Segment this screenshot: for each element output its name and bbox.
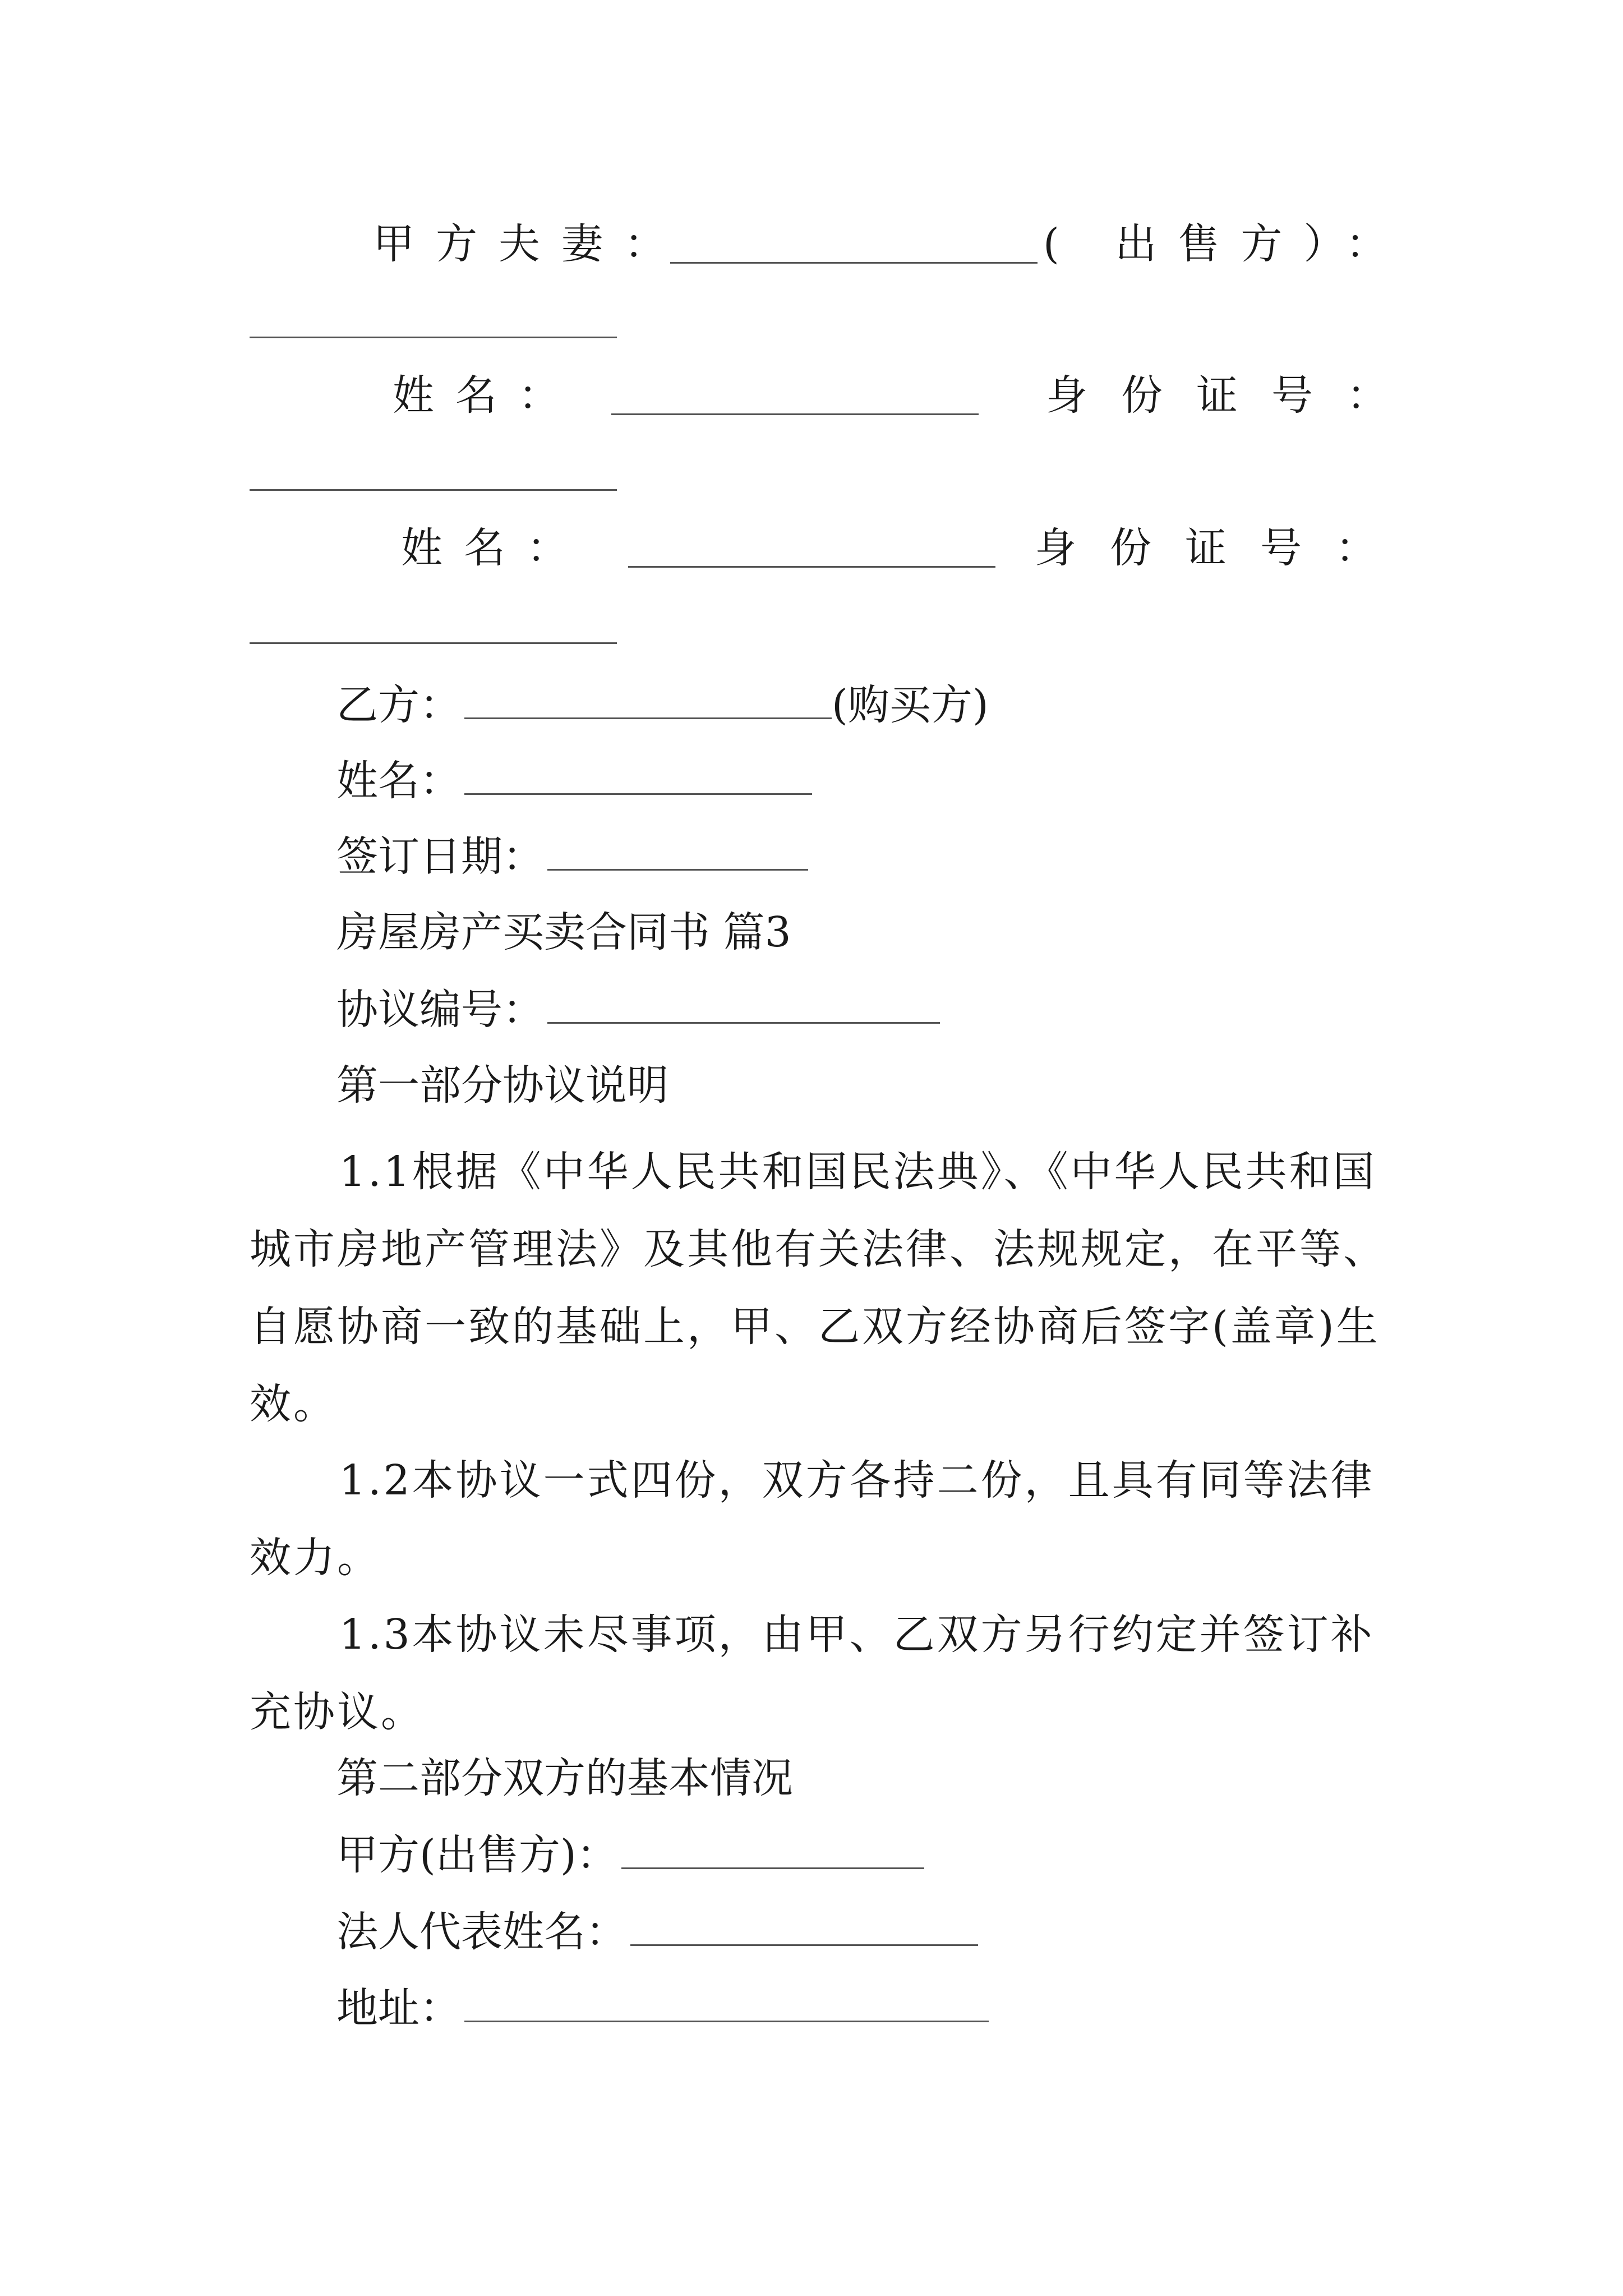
party-a-couple-label: 甲方夫妻： — [373, 220, 687, 268]
seller-paren-text: ( 出售方）： — [1043, 220, 1409, 268]
paragraph-1-1: 1.1根据《中华人民共和国民法典》、《中华人民共和国城市房地产管理法》及其他有关法律、法规规定，在平等、自愿协商一致的基础上，甲、乙双方经协商后签字(盖章)生效。 — [250, 1148, 1387, 1428]
id-label-1: 身份证号： — [1046, 371, 1422, 420]
party-b-name-line — [336, 752, 812, 809]
party-a-couple-blank — [670, 262, 1038, 264]
paragraph-1-3: 1.3本协议未尽事项，由甲、乙双方另行约定并签订补充协议。 — [250, 1611, 1375, 1736]
seller-label: 甲方(出售方)： — [336, 1831, 618, 1879]
section-title-line — [336, 904, 791, 960]
party-b-name-label: 姓名： — [336, 757, 461, 805]
seller-blank — [621, 1826, 924, 1869]
part1-title: 第一部分协议说明 — [336, 1061, 668, 1110]
name-line-1 — [393, 367, 581, 424]
agreement-no-line — [336, 981, 940, 1038]
party-b-name-blank — [464, 752, 812, 795]
legal-rep-line — [336, 1903, 978, 1960]
party-a-couple-blank-cont — [250, 337, 617, 338]
name-label-2: 姓名： — [401, 524, 589, 572]
part2-title: 第二部分双方的基本情况 — [336, 1754, 793, 1802]
id-blank-1 — [250, 489, 617, 491]
party-b-label: 乙方： — [336, 681, 461, 729]
id-line-1 — [1046, 367, 1422, 424]
address-blank — [464, 1979, 989, 2022]
id-blank-2 — [250, 642, 617, 644]
name-label-1: 姓名： — [393, 371, 581, 420]
paragraph-1-2: 1.2本协议一式四份，双方各持二份，且具有同等法律效力。 — [250, 1456, 1375, 1582]
section-title: 房屋房产买卖合同书 篇3 — [336, 908, 791, 956]
agreement-no-label: 协议编号： — [336, 986, 544, 1034]
name-blank-2 — [628, 566, 995, 568]
name-blank-1 — [611, 413, 979, 415]
id-line-2 — [1035, 520, 1410, 576]
legal-rep-label: 法人代表姓名： — [336, 1908, 627, 1956]
party-a-couple-line — [373, 216, 687, 272]
sign-date-label: 签订日期： — [336, 832, 544, 881]
address-line — [336, 1979, 989, 2036]
buyer-paren-text: (购买方) — [832, 681, 989, 729]
seller-paren-line — [1043, 216, 1408, 272]
seller-line — [336, 1826, 924, 1883]
part1-title-line — [336, 1057, 668, 1114]
sign-date-line — [336, 827, 808, 885]
sign-date-blank — [547, 827, 808, 871]
part2-title-line — [336, 1750, 793, 1806]
id-label-2: 身份证号： — [1035, 524, 1410, 572]
address-label: 地址： — [336, 1984, 461, 2032]
name-line-2 — [401, 520, 589, 576]
party-b-line — [336, 676, 989, 733]
party-b-blank — [464, 676, 832, 719]
legal-rep-blank — [630, 1903, 978, 1946]
agreement-no-blank — [547, 981, 940, 1024]
